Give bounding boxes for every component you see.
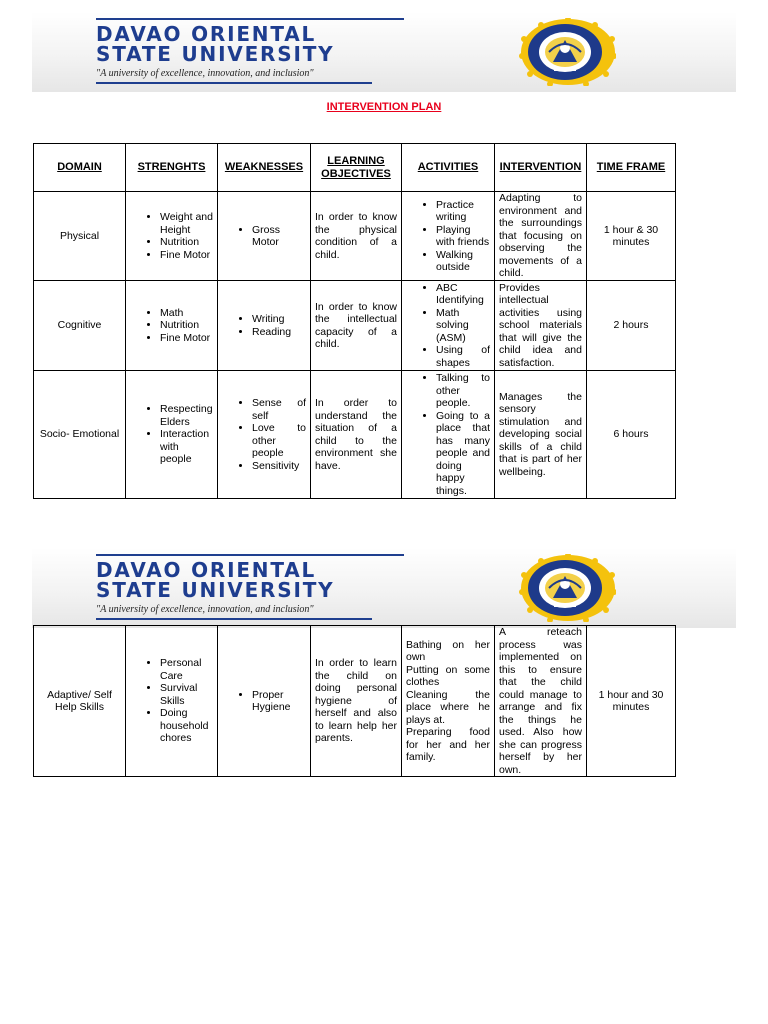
time-frame-cell: 6 hours (587, 371, 676, 499)
header-intervention: INTERVENTION (495, 144, 587, 192)
list-item: • Sensitivity (252, 460, 306, 473)
weaknesses-cell (218, 626, 311, 777)
university-name (96, 24, 396, 64)
university-name-line2: STATE UNIVERSITY (96, 42, 335, 66)
list-item: • Going to a place that has many people and doing happy things. (436, 410, 490, 498)
university-motto: "A university of excellence, innovation, and inclusion" (96, 604, 314, 615)
header-learning-objectives: LEARNING OBJECTIVES (311, 144, 402, 192)
activities-cell (402, 192, 495, 281)
list-item: • Gross Motor (252, 224, 306, 249)
table-row (34, 281, 676, 371)
time-frame-cell: 1 hour and 30 minutes (587, 626, 676, 777)
weaknesses-cell (218, 281, 311, 371)
header-domain: DOMAIN (34, 144, 126, 192)
list-item: • Writing (252, 313, 306, 326)
university-seal-icon (516, 18, 616, 86)
domain-cell: Socio- Emotional (34, 371, 126, 499)
activity-line: Bathing on her own (406, 638, 490, 663)
domain-cell: Cognitive (34, 281, 126, 371)
table-row (34, 371, 676, 499)
list-item: • Math solving (ASM) (436, 307, 490, 345)
objective-cell: In order to know the intellectual capacity of a child. (311, 281, 402, 371)
document-title: INTERVENTION PLAN (326, 101, 442, 113)
intervention-cell: Provides intellectual activities using school materials that will give the child idea and satisfaction. (495, 281, 587, 371)
intervention-plan-table (33, 143, 676, 499)
objective-cell: In order to understand the situation of a child to the environment she have. (311, 371, 402, 499)
list-item: • Doing household chores (160, 707, 213, 745)
university-seal-icon (516, 554, 616, 622)
header-activities: ACTIVITIES (402, 144, 495, 192)
list-item: • Talking to other people. (436, 372, 490, 410)
banner-top-rule (96, 18, 404, 20)
banner-bottom-rule (96, 82, 372, 84)
university-name (96, 560, 396, 600)
list-item: • Interaction with people (160, 428, 213, 466)
activities-cell (402, 281, 495, 371)
strengths-cell (126, 192, 218, 281)
activity-line: Putting on some clothes (406, 663, 490, 688)
weaknesses-cell (218, 371, 311, 499)
list-item: • Fine Motor (160, 332, 213, 345)
list-item: • Love to other people (252, 422, 306, 460)
university-name-line2: STATE UNIVERSITY (96, 578, 335, 602)
strengths-cell (126, 281, 218, 371)
table-row (34, 192, 676, 281)
header-weaknesses: WEAKNESSES (218, 144, 311, 192)
university-name-line1: DAVAO ORIENTAL (96, 558, 317, 582)
strengths-cell (126, 626, 218, 777)
objective-cell: In order to know the physical condition of a child. (311, 192, 402, 281)
list-item: • Sense of self (252, 397, 306, 422)
objective-cell: In order to learn the child on doing personal hygiene of herself and also to learn help her parents. (311, 626, 402, 777)
list-item: • Playing with friends (436, 224, 490, 249)
list-item: • Walking outside (436, 249, 490, 274)
activities-cell (402, 371, 495, 499)
table-header-row (34, 144, 676, 192)
activities-cell (402, 626, 495, 777)
header-time-frame: TIME FRAME (587, 144, 676, 192)
list-item: • Practice writing (436, 199, 490, 224)
intervention-cell: A reteach process was implemented on this to ensure that the child could manage to arrange and fix the things he used. Also how she can progress herself by her own. (495, 626, 587, 777)
domain-cell: Physical (34, 192, 126, 281)
list-item: • Survival Skills (160, 682, 213, 707)
list-item: • Nutrition (160, 236, 213, 249)
header-strengths: STRENGHTS (126, 144, 218, 192)
intervention-cell: Manages the sensory stimulation and developing social skills of a child that is part of her wellbeing. (495, 371, 587, 499)
strengths-cell (126, 371, 218, 499)
list-item: • ABC Identifying (436, 282, 490, 307)
list-item: • Fine Motor (160, 249, 213, 262)
activity-line: Preparing food for her and her family. (406, 726, 490, 763)
university-banner (32, 548, 736, 628)
list-item: • Weight and Height (160, 211, 213, 236)
time-frame-cell: 1 hour & 30 minutes (587, 192, 676, 281)
list-item: • Nutrition (160, 319, 213, 332)
list-item: • Proper Hygiene (252, 689, 306, 714)
table-row (34, 626, 676, 777)
university-banner (32, 12, 736, 92)
domain-cell: Adaptive/ Self Help Skills (34, 626, 126, 777)
intervention-cell: Adapting to environment and the surroundings that focusing on observing the movements of a child. (495, 192, 587, 281)
banner-bottom-rule (96, 618, 372, 620)
banner-top-rule (96, 554, 404, 556)
list-item: • Personal Care (160, 657, 213, 682)
activity-line: Cleaning the place where he plays at. (406, 688, 490, 726)
university-motto: "A university of excellence, innovation, and inclusion" (96, 68, 314, 79)
list-item: • Reading (252, 326, 306, 339)
list-item: • Using of shapes (436, 344, 490, 369)
intervention-plan-table-continued (33, 625, 676, 777)
time-frame-cell: 2 hours (587, 281, 676, 371)
list-item: • Math (160, 307, 213, 320)
list-item: • Respecting Elders (160, 403, 213, 428)
university-name-line1: DAVAO ORIENTAL (96, 22, 317, 46)
weaknesses-cell (218, 192, 311, 281)
